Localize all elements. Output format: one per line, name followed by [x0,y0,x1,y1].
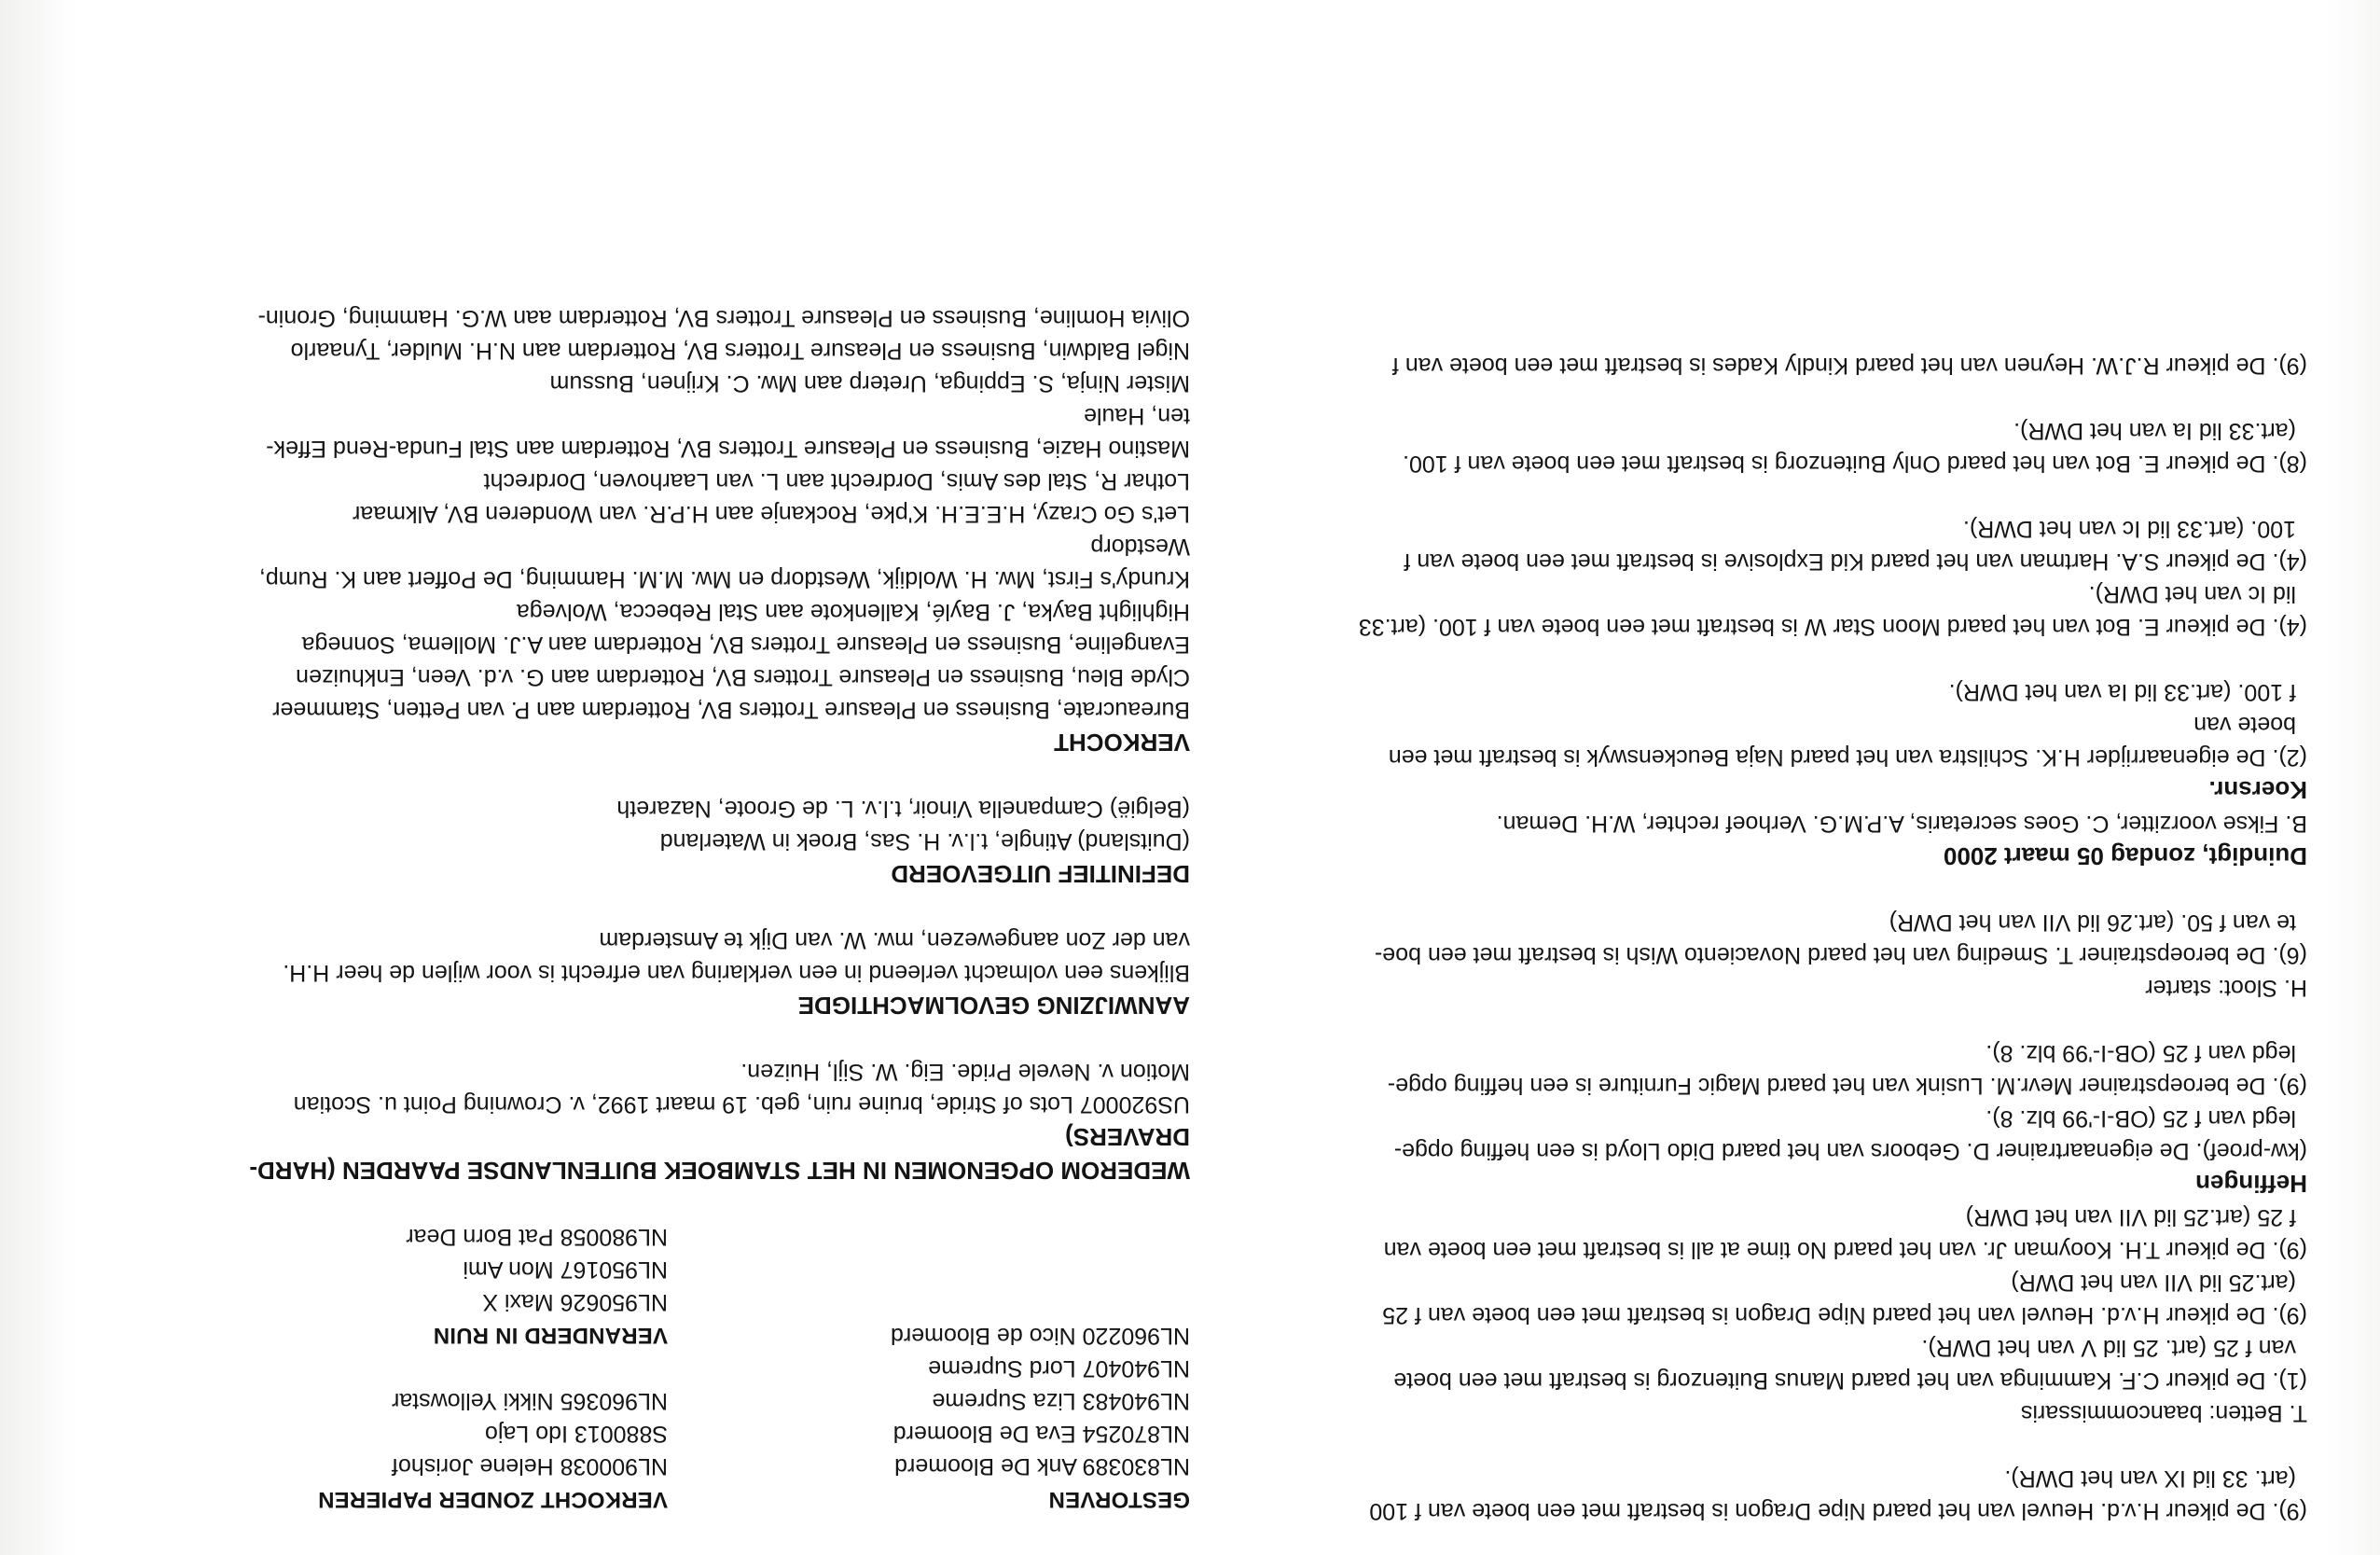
text-line: (2). De eigenaarrijder H.K. Schilstra van het paard Naja Beuckenswyk is bestraft met een [1388,744,2307,771]
horse-list-item: NL960220 Nico de Bloomerd [890,1323,1190,1349]
gestorven-list [668,1220,1190,1516]
text-line: ten, Haule [1084,403,1190,429]
blank-line [34,759,1190,792]
text-line: Highlight Bayka, J. Baylé, Kallenkote aan Stal Rebecca, Wolvega [516,599,1190,625]
text-line: (1). De pikeur C.F. Kamminga van het paard Manus Buitenzorg is bestraft met een boete [1393,1368,2307,1394]
text-line: Olivia Homline, Business en Pleasure Trotters BV, Rotterdam aan W.G. Hamming, Gronin- [257,305,1190,331]
horse-list-item: NL950167 Mon Ami [463,1256,668,1283]
section-heading: WEDEROM OPGENOMEN IN HET STAMBOEK BUITENLANDSE PAARDEN (HARD- [249,1157,1190,1185]
right-column [34,301,1190,1516]
text-line: (België) Campanella Vinoir, t.l.v. L. de Groote, Nazareth [616,796,1190,822]
text-line: (4). De pikeur S.A. Hartman van het paard Kid Explosive is bestraft met een boete van f [1404,548,2307,575]
horse-list-item: NL830389 Ank De Bloomerd [894,1453,1190,1479]
text-line: Mister Ninja, S. Eppinga, Ureterp aan Mw. C. Krijnen, Bussum [549,370,1190,396]
blank-line [1216,382,2307,414]
verkocht-zonder-papieren-list [71,1220,668,1516]
text-line: (Duitsland) Atingle, t.l.v. H. Sas, Broek in Waterland [659,828,1190,854]
text-line: f 100. (art.33 lid Ia van het DWR). [1948,679,2296,705]
text-line: (9). De pikeur R.J.W. Heynen van het paard Kindly Kades is bestraft met een boete van f [1391,353,2307,379]
text-line: Nigel Baldwin, Business en Pleasure Trotters BV, Rotterdam aan N.H. Mulder, Tynaarlo [290,338,1190,364]
text-line: Let's Go Crazy, H.E.E.H. K'pke, Rockanje aan H.P.R. van Wonderen BV, Alkmaar [353,501,1190,527]
text-line: T. Betten: baancommissaris [2020,1400,2307,1426]
text-line: Bureaucrate, Business en Pleasure Trotters BV, Rotterdam aan P. van Petten, Stammeer [272,697,1190,723]
blank-line [1216,1429,2307,1462]
text-line: Evangeline, Business en Pleasure Trotters BV, Rotterdam aan A.J. Mollema, Sonnega [301,632,1190,658]
text-line: Motion v. Nevele Pride. Eig. W. Sijl, Huizen. [740,1059,1190,1085]
horse-list-item: NL870254 Eva De Bloomerd [892,1421,1190,1447]
left-column [1216,349,2307,1527]
text-line: (8). De pikeur E. Bot van het paard Only Buitenzorg is bestraft met een boete van f 100. [1403,451,2307,477]
text-line: van der Zon aangewezen, mw. W. van Dijk te Amsterdam [599,927,1190,953]
text-line: (9). De beroepstrainer Mevr.M. Lusink van het paard Magic Furniture is een heffing opge- [1387,1073,2307,1099]
text-line: (art.33 lid Ia van het DWR). [2013,418,2296,444]
text-line: Lothar R, Stal des Amis, Dordrecht aan L. van Laarhoven, Dordrecht [483,468,1190,494]
blank-line [1216,643,2307,675]
text-line: legd van f 25 (OB-I-'99 blz. 8). [1986,1040,2296,1066]
text-line: (art. 33 lid IX van het DWR). [2004,1465,2296,1492]
text-line: f 25 (art.25 lid VII van het DWR) [1965,1204,2296,1230]
section-heading: AANWIJZING GEVOLMACHTIGDE [797,992,1190,1020]
text-line: lid Ic van het DWR). [2088,581,2296,607]
horse-list-item: NL940407 Lord Supreme [928,1355,1190,1381]
horse-list-item: NL940483 Liza Supreme [932,1388,1190,1414]
text-line: boete van [2193,712,2296,738]
text-line: te van f 50. (art.26 lid VII van het DWR) [1889,909,2296,936]
text-line: (9). De pikeur H.v.d. Heuvel van het paard Nipe Dragon is bestraft met een boete van f 25 [1382,1302,2307,1328]
text-line: H. Sloot: starter [2145,975,2307,1001]
text-line: (art.25 lid VII van het DWR) [2011,1270,2296,1296]
text-line: legd van f 25 (OB-I-'99 blz. 8). [1986,1105,2296,1132]
section-heading: VERKOCHT [1054,729,1190,757]
blank-line [1216,479,2307,512]
horse-status-lists [34,1220,1190,1516]
horse-list-item: NL980058 Pat Born Dear [406,1224,668,1250]
section-heading: Heffingen [2195,1170,2307,1198]
section-heading: DEFINITIEF UITGEVOERD [891,860,1190,888]
text-line: (9). De pikeur T.H. Kooyman Jr. van het paard No time at all is bestraft met een boete van [1383,1237,2307,1263]
section-heading: DRAVERS) [1065,1123,1190,1151]
text-line: (9). De pikeur H.v.d. Heuvel van het paard Nipe Dragon is bestraft met een boete van f 100 [1369,1498,2307,1524]
text-line: Krundy's First, Mw. H. Woldijk, Westdorp en Mw. M.M. Hamming, De Poffert aan K. Rump, [258,566,1190,592]
veranderd-in-ruin-heading: VERANDERD IN RUIN [433,1323,668,1348]
text-line: Clyde Bleu, Business en Pleasure Trotters BV, Rotterdam aan G. v.d. Veen, Enkhuizen [296,664,1190,690]
blank-line [34,891,1190,923]
text-line: Mastino Hazie, Business en Pleasure Trotters BV, Rotterdam aan Stal Funda-Rend Effek- [266,436,1190,462]
text-line: 100. (art.33 lid Ic van het DWR). [1962,516,2296,542]
text-line: Westdorp [1090,534,1190,560]
horse-list-item: S880013 Ido Lajo [484,1421,668,1447]
text-line: US920007 Lots of Stride, bruine ruin, geb. 19 maart 1992, v. Crowning Point u. Scotian [293,1091,1190,1118]
text-line: (kw-proef). De eigenaartrainer D. Geboors van het paard Dido Lloyd is een heffing opge- [1393,1138,2307,1164]
horse-list-item: NL960365 Nikki Yellowstar [391,1388,668,1414]
section-heading: Koersnr. [2208,776,2307,804]
text-line: (4). De pikeur E. Bot van het paard Moon Star W is bestraft met een boete van f 100. (art.33 [1358,614,2307,640]
text-line: Blijkens een volmacht verleend in een verklaring van erfrecht is voor wijlen de heer H.H. [283,960,1190,986]
blank-line [1216,1004,2307,1036]
text-line: B. Fikse voorzitter, C. Goes secretaris, A.P.M.G. Verhoef rechter, W.H. Deman. [1496,811,2307,837]
text-line: van f 25 (art. 25 lid V van het DWR). [1921,1335,2296,1361]
verkocht-zonder-papieren-heading: VERKOCHT ZONDER PAPIEREN [317,1487,668,1512]
text-line: (6). De beroepstrainer T. Smeding van het paard Novaciento Wish is bestraft met een boe- [1374,942,2307,968]
section-heading: Duindigt, zondag 05 maart 2000 [1943,842,2307,870]
blank-line [34,1022,1190,1055]
blank-line [1216,873,2307,906]
horse-list-item: NL950626 Maxi X [482,1289,668,1315]
gestorven-heading: GESTORVEN [1048,1487,1190,1512]
horse-list-item: NL900038 Helene Jorishof [391,1453,668,1479]
